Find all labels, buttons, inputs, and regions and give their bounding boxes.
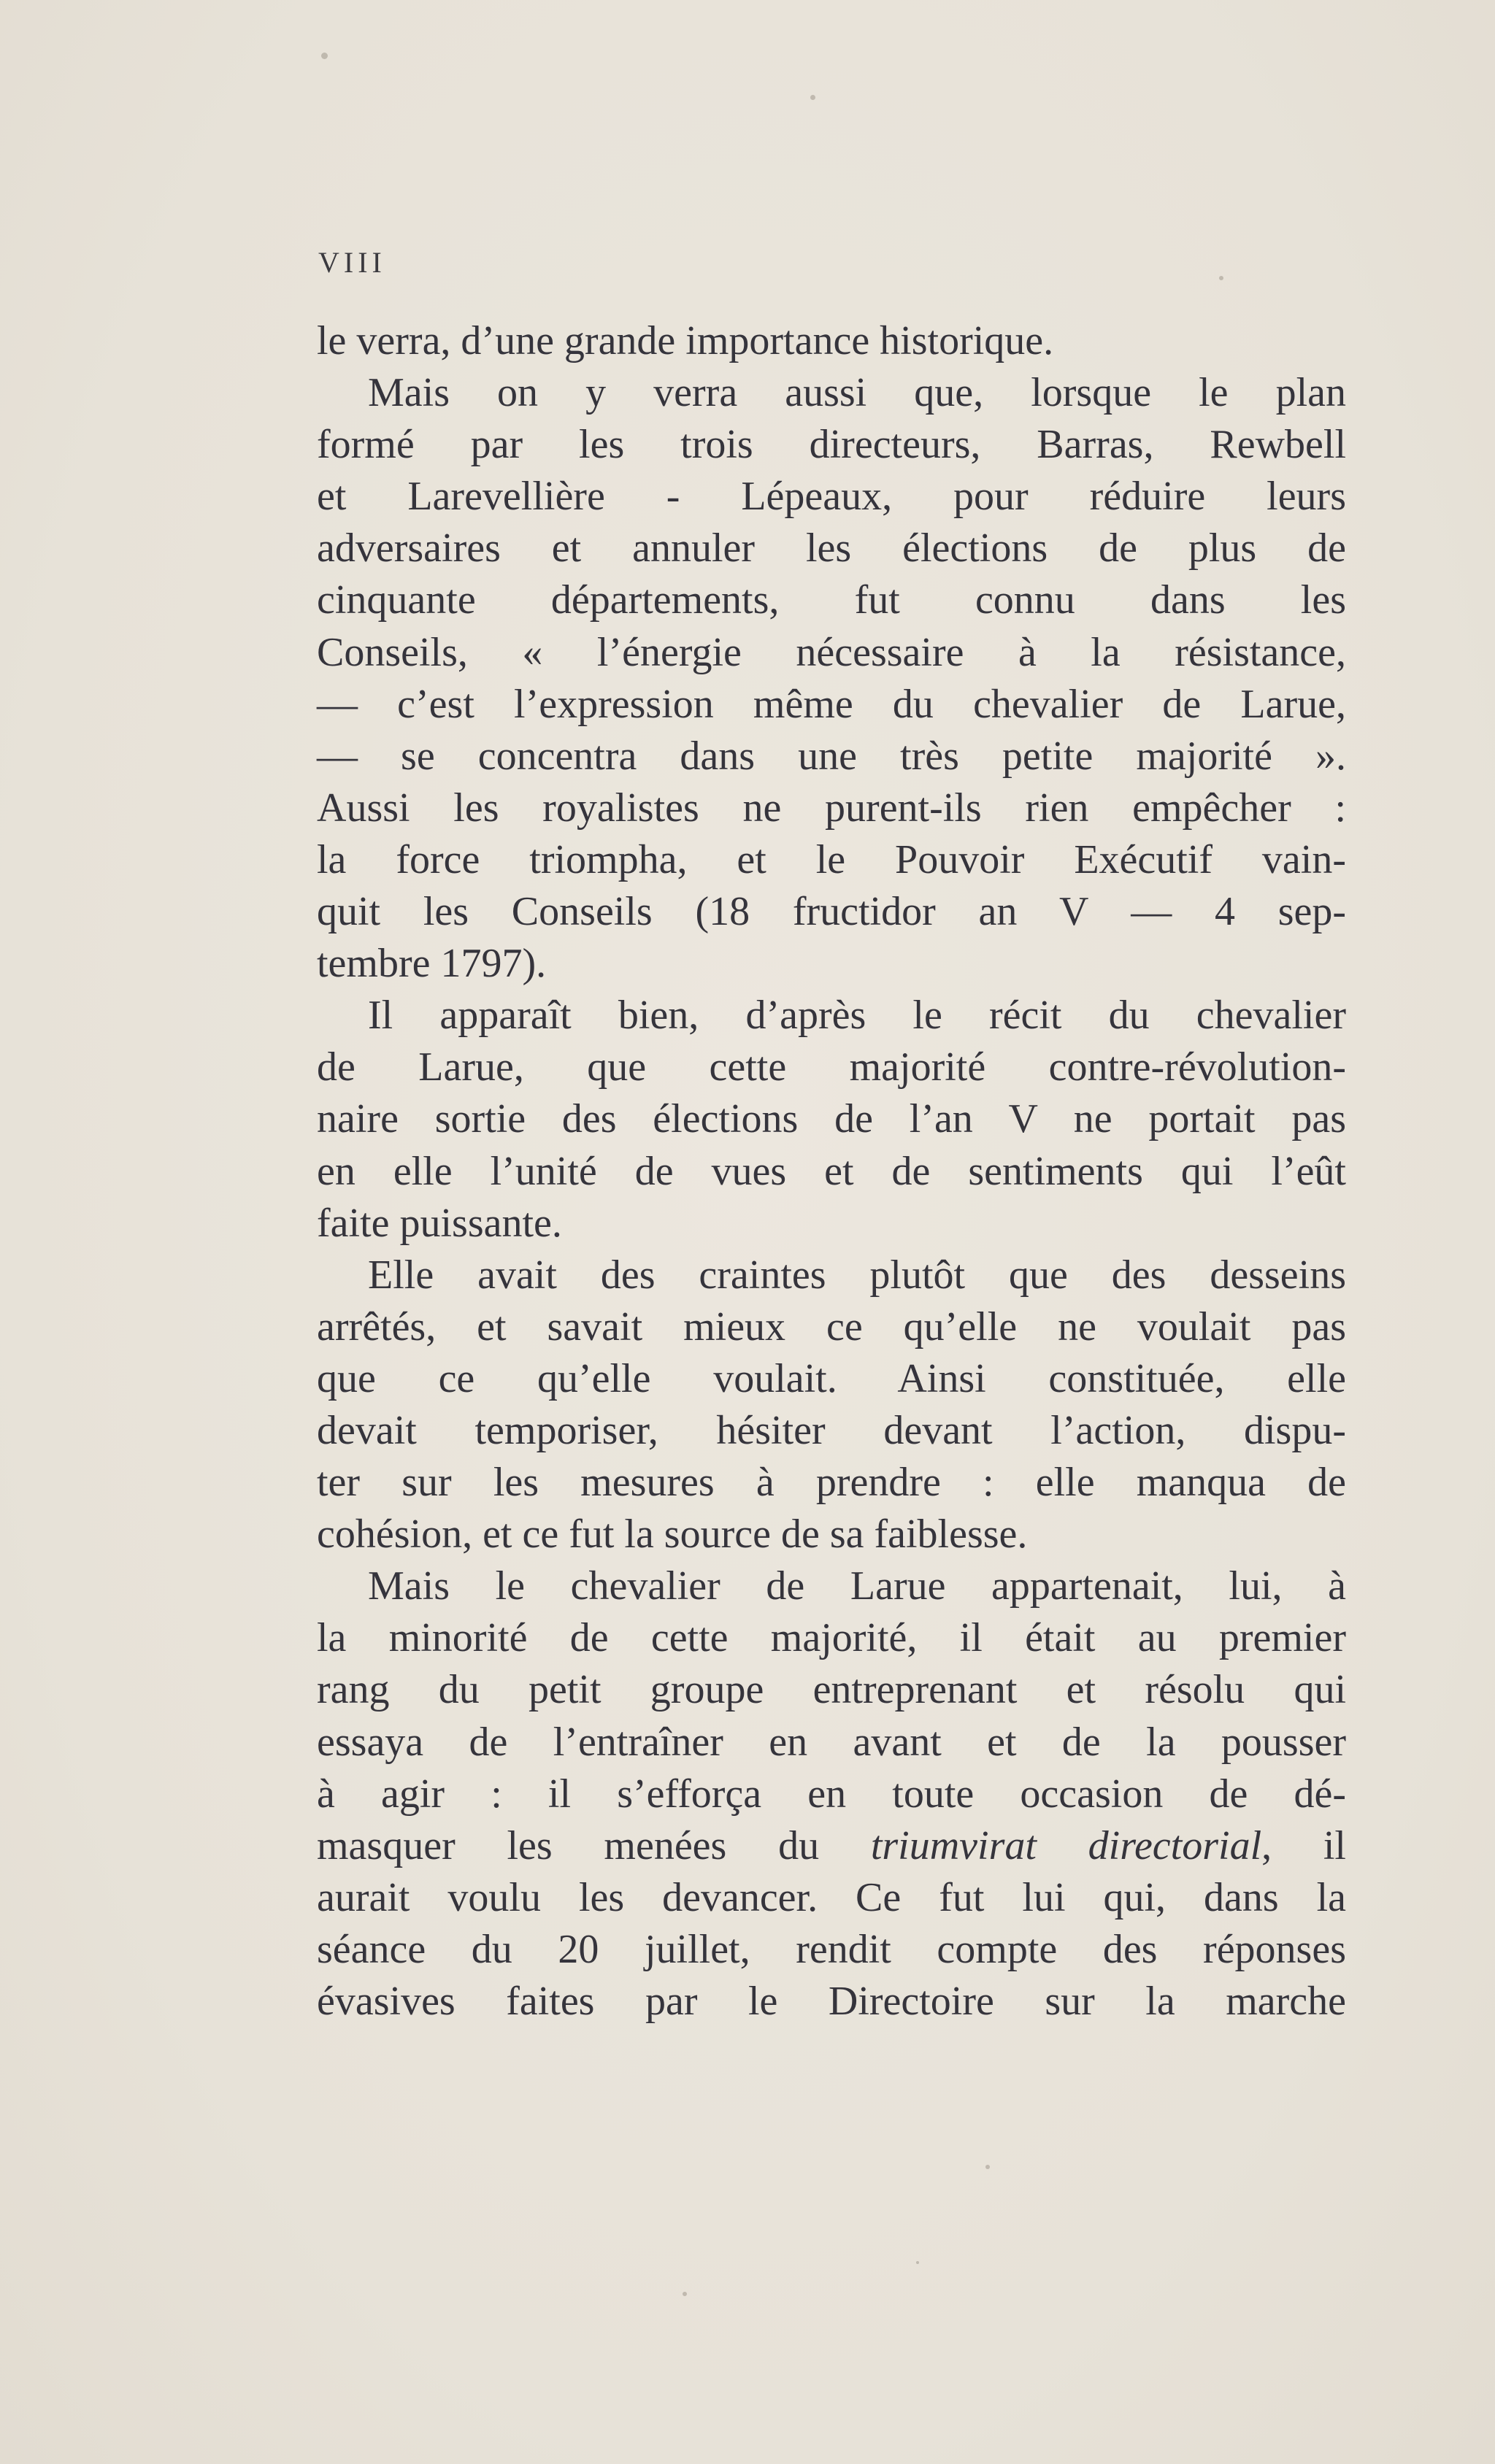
- paper-speck: [321, 53, 328, 59]
- text-line: évasives faites par le Directoire sur la marche: [317, 1979, 1346, 2024]
- text-line: naire sortie des élections de l’an V ne portait pas: [317, 1096, 1346, 1142]
- text-line: en elle l’unité de vues et de sentiments qui l’eût: [317, 1148, 1346, 1194]
- paper-speck: [1219, 276, 1223, 280]
- text-line: que ce qu’elle voulait. Ainsi constituée, elle: [317, 1355, 1346, 1401]
- text-line: et Larevellière - Lépeaux, pour réduire leurs: [317, 474, 1346, 520]
- text-line: Mais le chevalier de Larue appartenait, lui, à: [368, 1563, 1346, 1609]
- paper-speck: [810, 95, 815, 100]
- text-line: Conseils, « l’énergie nécessaire à la résistance,: [317, 629, 1346, 675]
- paper-speck: [683, 2292, 687, 2296]
- text-line: tembre 1797).: [317, 941, 547, 987]
- text-line: cinquante départements, fut connu dans les: [317, 577, 1346, 623]
- text-line: masquer les menées du triumvirat directorial, il: [317, 1822, 1346, 1868]
- text-line: à agir : il s’efforça en toute occasion de dé-: [317, 1771, 1346, 1817]
- text-line: cohésion, et ce fut la source de sa faiblesse.: [317, 1512, 1028, 1558]
- text-line: Elle avait des craintes plutôt que des desseins: [368, 1252, 1346, 1298]
- text-line: Il apparaît bien, d’après le récit du chevalier: [368, 993, 1346, 1039]
- paper-speck: [916, 2261, 919, 2264]
- text-line: — se concentra dans une très petite majorité ».: [317, 733, 1346, 779]
- text-line: devait temporiser, hésiter devant l’action, dispu-: [317, 1407, 1346, 1453]
- text-line: adversaires et annuler les élections de plus de: [317, 525, 1346, 571]
- text-line: ter sur les mesures à prendre : elle manqua de: [317, 1460, 1346, 1506]
- text-line: formé par les trois directeurs, Barras, Rewbell: [317, 422, 1346, 468]
- text-line: faite puissante.: [317, 1200, 562, 1246]
- text-line: arrêtés, et savait mieux ce qu’elle ne voulait pas: [317, 1304, 1346, 1350]
- italic-phrase: triumvirat directorial: [870, 1822, 1262, 1868]
- body-text: [317, 315, 1346, 2028]
- paper-speck: [985, 2165, 990, 2169]
- text-line: quit les Conseils (18 fructidor an V — 4 sep-: [317, 889, 1346, 935]
- text-line: le verra, d’une grande importance historique.: [317, 318, 1054, 363]
- text-line: Mais on y verra aussi que, lorsque le plan: [368, 370, 1346, 416]
- text-line: rang du petit groupe entreprenant et résolu qui: [317, 1667, 1346, 1713]
- text-line: — c’est l’expression même du chevalier de Larue,: [317, 681, 1346, 727]
- text-line: de Larue, que cette majorité contre-révolution-: [317, 1044, 1346, 1090]
- text-line: séance du 20 juillet, rendit compte des réponses: [317, 1926, 1346, 1972]
- text-line: Aussi les royalistes ne purent-ils rien empêcher :: [317, 785, 1346, 831]
- text-line: la minorité de cette majorité, il était au premier: [317, 1615, 1346, 1661]
- page-number: VIII: [318, 246, 386, 279]
- text-line: essaya de l’entraîner en avant et de la pousser: [317, 1719, 1346, 1765]
- text-line: aurait voulu les devancer. Ce fut lui qui, dans la: [317, 1874, 1346, 1920]
- text-line: la force triompha, et le Pouvoir Exécutif vain-: [317, 836, 1346, 882]
